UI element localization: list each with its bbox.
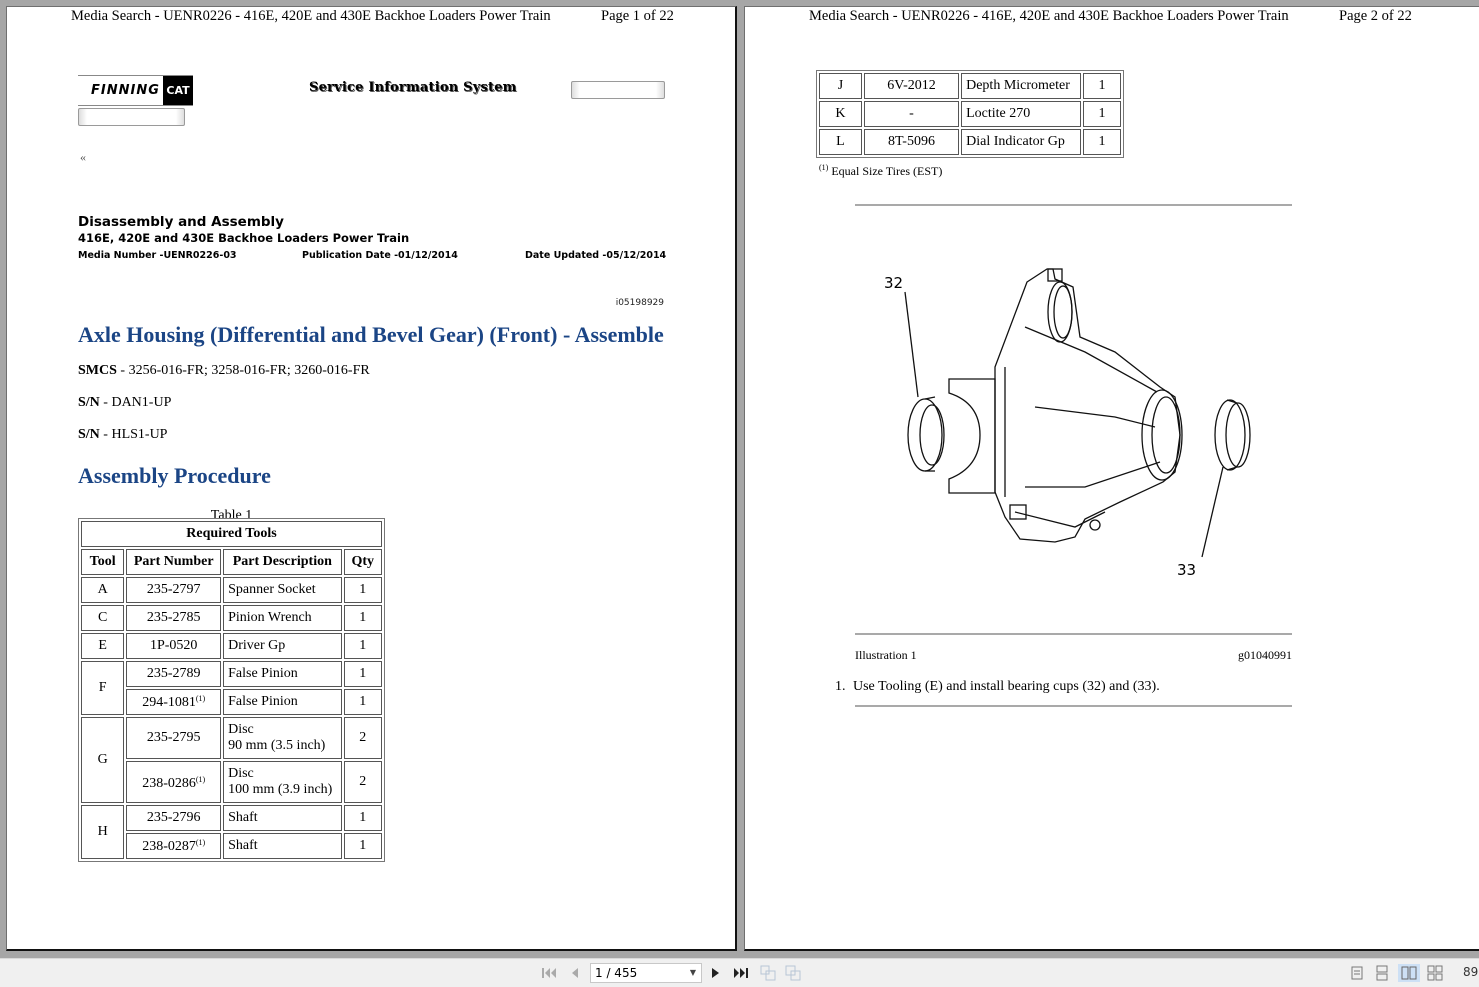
two-page-continuous-icon: [1427, 965, 1443, 981]
table-row: [81, 717, 382, 759]
cell-qty: 1: [344, 661, 382, 687]
pdf-page-2: [744, 6, 1479, 951]
logo-finning-text: FINNING: [91, 83, 160, 98]
cell-tool: C: [81, 605, 124, 631]
continuous-view-button[interactable]: [1374, 964, 1390, 982]
cell-part: 6V-2012: [864, 73, 959, 99]
cell-part: 8T-5096: [864, 129, 959, 155]
required-tools-table-continued: [816, 70, 1124, 158]
cell-part: 235-2789: [126, 661, 221, 687]
sis-field-right[interactable]: [571, 81, 665, 99]
cell-tool: E: [81, 633, 124, 659]
cell-desc: Loctite 270: [961, 101, 1081, 127]
part-number: 294-1081: [142, 694, 196, 710]
page-label: Page 2 of 22: [1339, 8, 1412, 24]
doc-product: 416E, 420E and 430E Backhoe Loaders Power Train: [78, 231, 410, 245]
cell-tool: G: [81, 717, 124, 803]
sis-field-left[interactable]: [78, 108, 185, 126]
callout-32: 32: [884, 274, 904, 292]
cell-qty: 1: [344, 833, 382, 859]
last-page-button[interactable]: [732, 964, 750, 982]
col-header-part-number: Part Number: [126, 549, 221, 575]
cell-part: 235-2785: [126, 605, 221, 631]
cell-qty: 1: [344, 577, 382, 603]
viewer-toolbar: [0, 958, 1479, 987]
axle-housing-drawing-icon: [875, 257, 1275, 587]
cell-tool: L: [819, 129, 862, 155]
serial-line-1: [78, 395, 171, 411]
footnote-text: Equal Size Tires (EST): [828, 164, 943, 178]
cell-qty: 2: [344, 717, 382, 759]
smcs-value: - 3256-016-FR; 3258-016-FR; 3260-016-FR: [116, 363, 370, 378]
step-text: Use Tooling (E) and install bearing cups (32) and (33).: [853, 679, 1160, 694]
footnote-ref: (1): [195, 775, 206, 784]
divider: [855, 705, 1292, 707]
sn-label: S/N: [78, 427, 100, 442]
cell-qty: 1: [1083, 101, 1121, 127]
cell-qty: 1: [1083, 129, 1121, 155]
illustration-caption: Illustration 1: [855, 648, 917, 662]
next-page-button[interactable]: [708, 964, 724, 982]
graphic-id: g01040991: [1238, 648, 1292, 662]
single-page-icon: [1351, 966, 1363, 980]
prev-page-button[interactable]: [566, 964, 582, 982]
table-caption: Table 1: [210, 508, 253, 523]
system-title: Service Information System: [309, 80, 517, 95]
cell-desc: False Pinion: [223, 661, 341, 687]
logo-cat-badge: CAT: [163, 76, 193, 105]
table-row: [81, 633, 382, 659]
footnote-mark: (1): [819, 163, 829, 172]
cell-part: -: [864, 101, 959, 127]
first-page-icon: [542, 967, 556, 979]
running-head-title: Media Search - UENR0226 - 416E, 420E and 430E Backhoe Loaders Power Train: [71, 8, 551, 24]
table-row: [81, 805, 382, 831]
cell-desc: Depth Micrometer: [961, 73, 1081, 99]
cell-part: [126, 689, 221, 715]
table-row: [81, 577, 382, 603]
media-number: Media Number -UENR0226-03: [78, 250, 237, 261]
date-updated: Date Updated -05/12/2014: [525, 250, 667, 261]
cell-qty: 1: [344, 605, 382, 631]
cell-desc: [223, 717, 341, 759]
prev-page-icon: [569, 967, 579, 979]
pdf-page-1: [6, 6, 737, 951]
sn-label: S/N: [78, 395, 100, 410]
cell-part: [126, 833, 221, 859]
running-head-title: Media Search - UENR0226 - 416E, 420E and 430E Backhoe Loaders Power Train: [809, 8, 1289, 24]
part-number: 238-0287: [142, 838, 196, 854]
required-tools-table: [78, 518, 385, 862]
cell-desc: Pinion Wrench: [223, 605, 341, 631]
two-page-continuous-view-button[interactable]: [1427, 964, 1443, 982]
cell-desc: Dial Indicator Gp: [961, 129, 1081, 155]
serial-line-2: [78, 427, 167, 443]
cell-desc: Shaft: [223, 805, 341, 831]
two-page-icon: [1401, 966, 1417, 980]
footnote-ref: (1): [195, 693, 206, 703]
desc-line-1: Disc: [228, 766, 254, 781]
table-row: [81, 605, 382, 631]
cell-tool: A: [81, 577, 124, 603]
desc-line-1: Disc: [228, 722, 254, 737]
publication-date: Publication Date -01/12/2014: [302, 250, 458, 261]
first-page-button[interactable]: [540, 964, 558, 982]
callout-33: 33: [1177, 561, 1197, 579]
cell-qty: 1: [344, 633, 382, 659]
cell-part: [126, 761, 221, 803]
section-title: Assembly Procedure: [78, 463, 271, 488]
finning-cat-logo: [78, 75, 193, 106]
next-page-icon: [711, 967, 721, 979]
smcs-line: [78, 363, 370, 379]
cell-part: 235-2796: [126, 805, 221, 831]
desc-line-2: 100 mm (3.9 inch): [228, 782, 333, 797]
table-row: [819, 73, 1121, 99]
cell-desc: Shaft: [223, 833, 341, 859]
smcs-label: SMCS: [78, 363, 117, 378]
cell-tool: H: [81, 805, 124, 859]
zoom-level[interactable]: 89: [1463, 965, 1479, 979]
col-header-tool: Tool: [81, 549, 124, 575]
table-row: [819, 101, 1121, 127]
table-row: [81, 661, 382, 687]
dropdown-caret-icon: ▼: [689, 968, 696, 977]
cell-desc: [223, 761, 341, 803]
sn-value: - HLS1-UP: [99, 427, 168, 442]
cell-desc: False Pinion: [223, 689, 341, 715]
footnote-ref: (1): [195, 837, 206, 847]
cell-part: 1P-0520: [126, 633, 221, 659]
cell-qty: 1: [344, 805, 382, 831]
divider: [855, 633, 1292, 635]
doc-id: i05198929: [615, 298, 664, 308]
cell-desc: Spanner Socket: [223, 577, 341, 603]
cell-tool: K: [819, 101, 862, 127]
two-page-view-button[interactable]: [1398, 964, 1420, 982]
table-row: [81, 833, 382, 859]
table-footnote: [819, 163, 942, 179]
doc-category: Disassembly and Assembly: [78, 214, 284, 230]
col-header-qty: Qty: [344, 549, 382, 575]
page-title: Axle Housing (Differential and Bevel Gear) (Front) - Assemble: [78, 322, 664, 347]
table-title: Required Tools: [81, 521, 382, 547]
table-row: [81, 761, 382, 803]
cell-qty: 2: [344, 761, 382, 803]
sn-value: - DAN1-UP: [99, 395, 172, 410]
divider: [855, 204, 1292, 206]
next-view-button[interactable]: [784, 964, 802, 982]
back-arrow-icon[interactable]: «: [80, 150, 86, 164]
page-label: Page 1 of 22: [601, 8, 674, 24]
cell-qty: 1: [1083, 73, 1121, 99]
desc-line-2: 90 mm (3.5 inch): [228, 738, 326, 753]
col-header-part-description: Part Description: [223, 549, 341, 575]
cell-qty: 1: [344, 689, 382, 715]
part-number: 238-0286: [142, 776, 196, 791]
next-view-icon: [785, 965, 801, 981]
page-number-value: 1 / 455: [595, 966, 638, 980]
procedure-step: [835, 679, 1160, 695]
cell-tool: J: [819, 73, 862, 99]
page-number-select[interactable]: [590, 963, 702, 983]
step-number: 1.: [835, 679, 846, 694]
cell-desc: Driver Gp: [223, 633, 341, 659]
cell-tool: F: [81, 661, 124, 715]
table-row: [819, 129, 1121, 155]
continuous-page-icon: [1376, 965, 1388, 981]
last-page-icon: [734, 967, 748, 979]
axle-housing-illustration: [875, 257, 1275, 587]
previous-view-button[interactable]: [759, 964, 777, 982]
cell-part: 235-2797: [126, 577, 221, 603]
cell-part: 235-2795: [126, 717, 221, 759]
previous-view-icon: [760, 965, 776, 981]
single-page-view-button[interactable]: [1349, 964, 1365, 982]
table-row: [81, 689, 382, 715]
